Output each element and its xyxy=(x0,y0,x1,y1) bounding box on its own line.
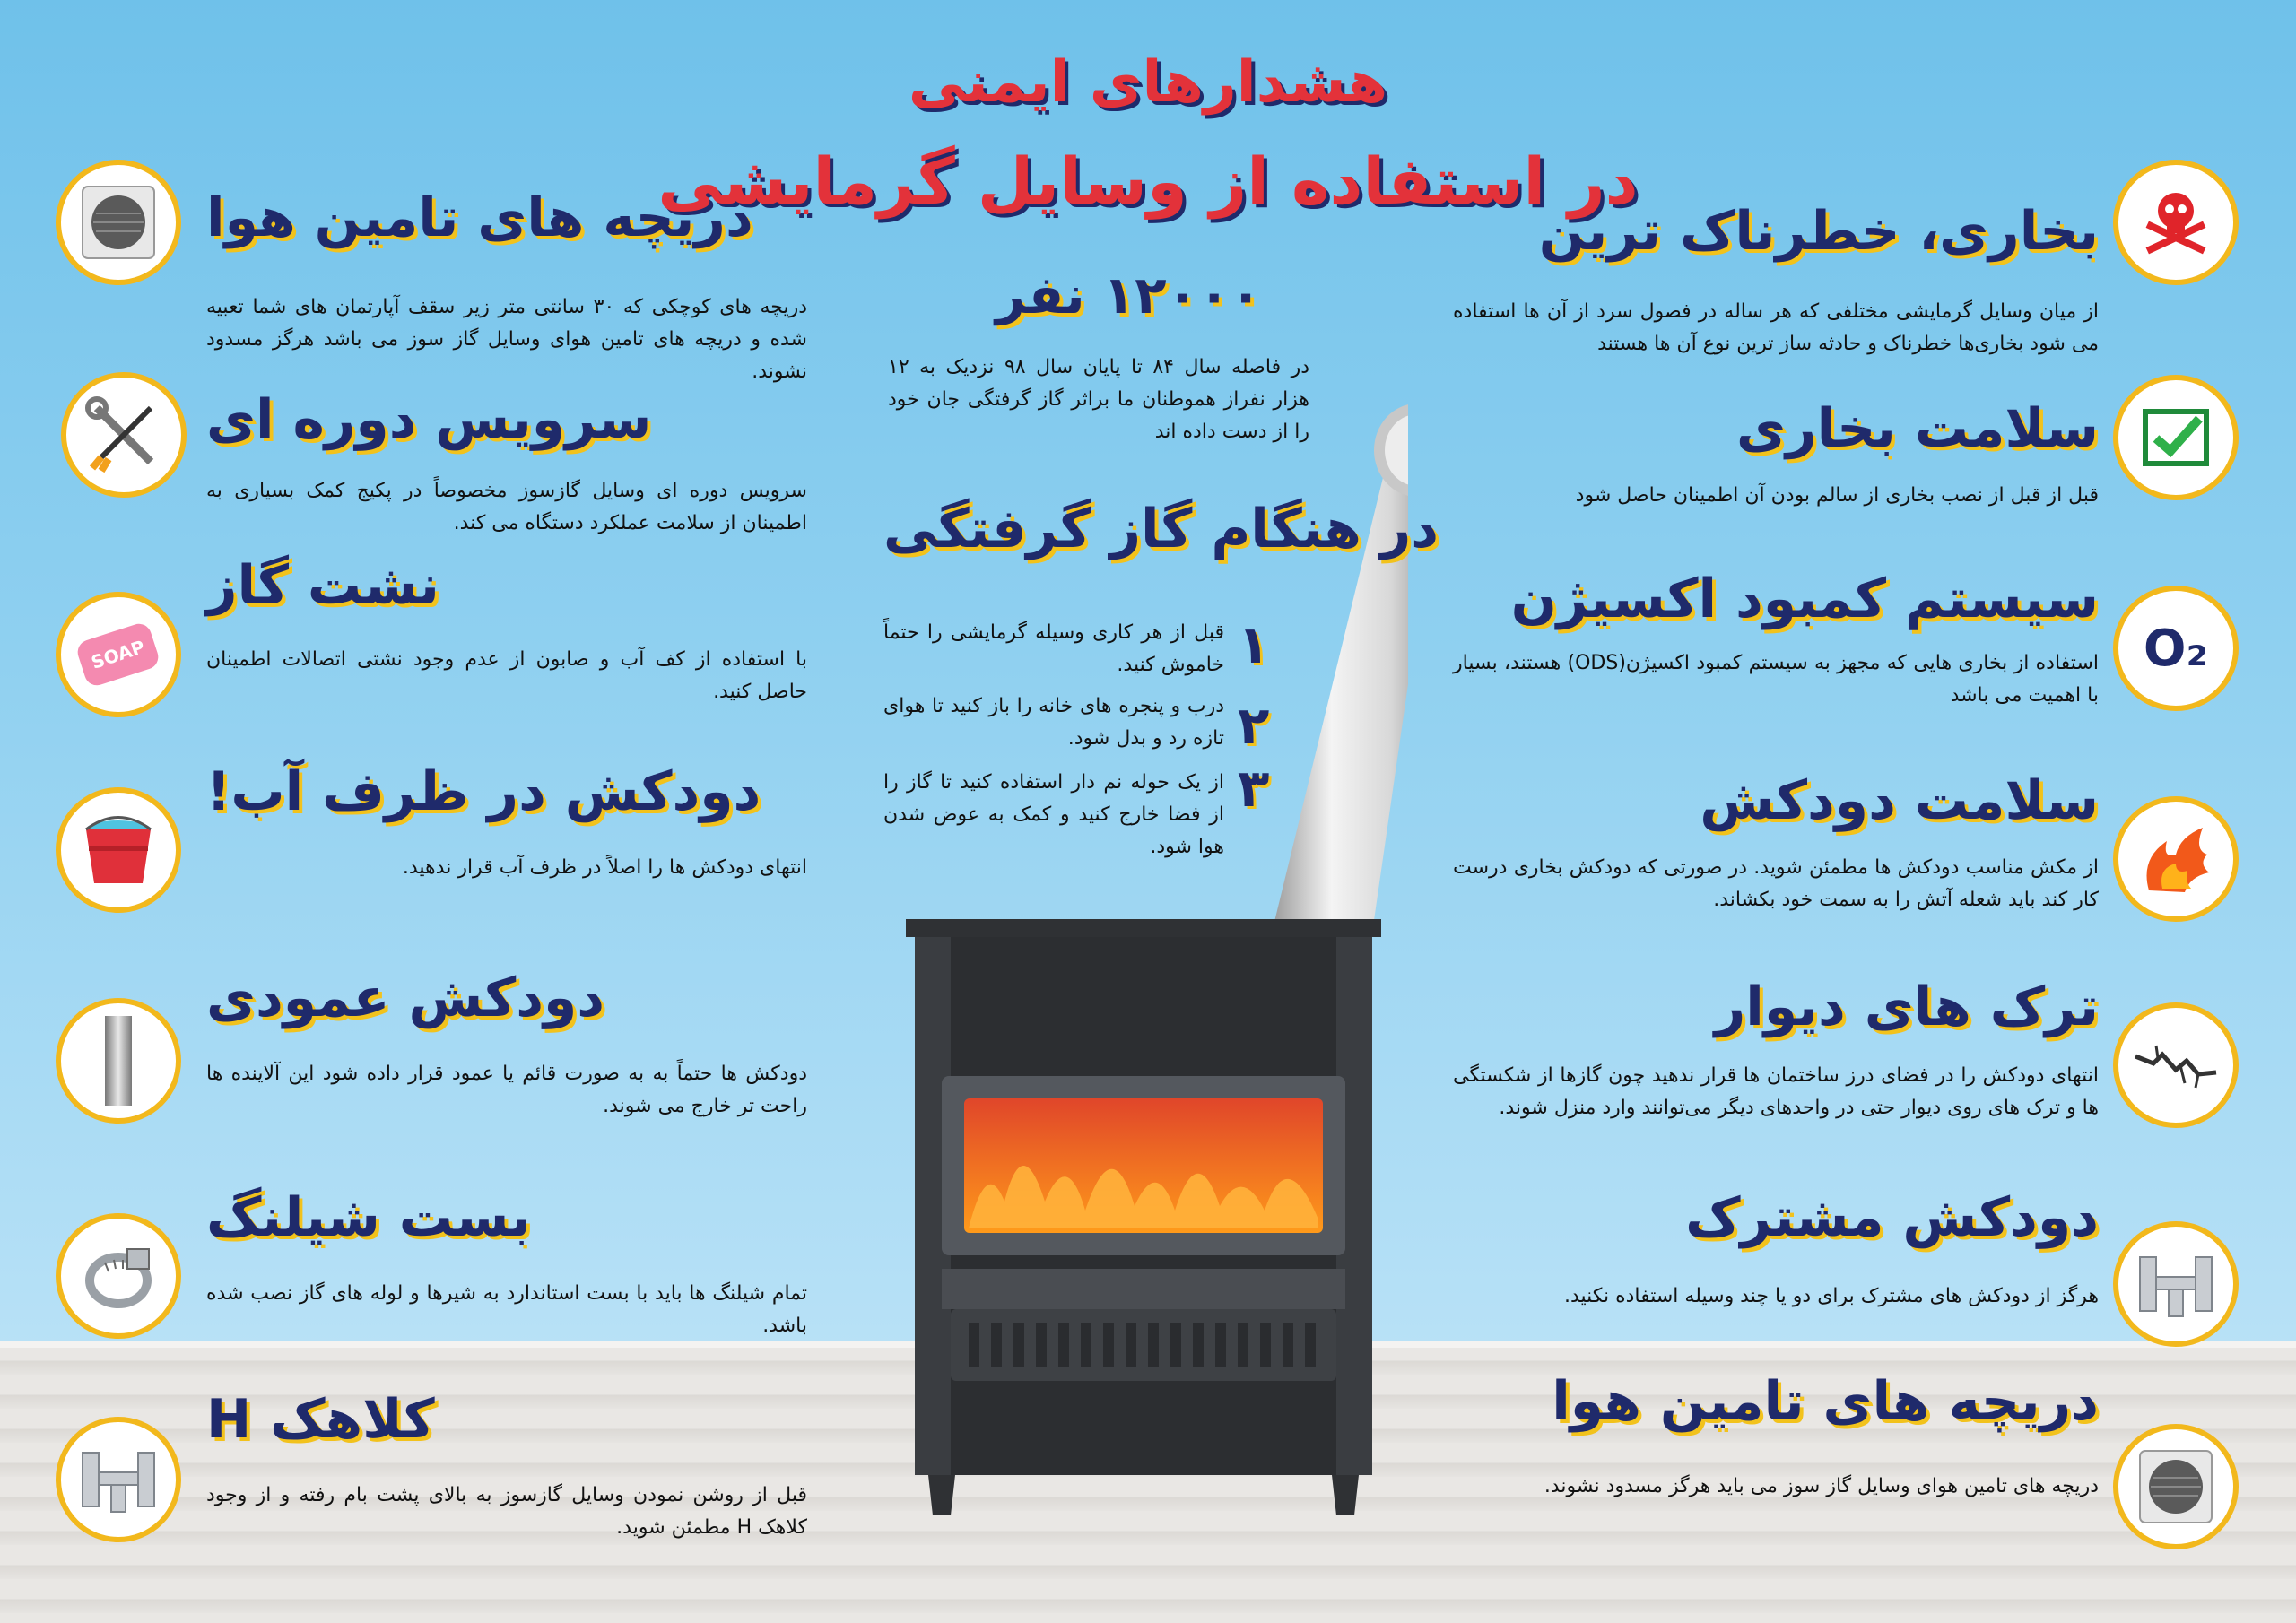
item-text: دریچه های تامین هوای وسایل گاز سوز می باید هرگز مسدود نشوند. xyxy=(1544,1475,2099,1497)
item-text: انتهای دودکش را در فضای درز ساختمان ها قرار ندهید چون گازها از شکستگی ها و ترک های روی دیوار حتی در واحدهای دیگر می‌توانند وارد منزل شوند. xyxy=(1453,1064,2099,1119)
vent-icon xyxy=(56,160,181,285)
gas-poisoning-heading: در هنگام گاز گرفتگی xyxy=(883,498,1439,560)
main-subtitle: در استفاده از وسایل گرمایشی xyxy=(657,143,1639,219)
step-number: ۳ xyxy=(1238,758,1270,819)
hose-clamp-icon xyxy=(56,1213,181,1339)
item-text: قبل از قبل از نصب بخاری از سالم بودن آن اطمینان حاصل شود xyxy=(1575,484,2099,507)
item-text: انتهای دودکش ها را اصلاً در ظرف آب قرار ندهید. xyxy=(402,856,807,879)
h-cap-icon xyxy=(56,1417,181,1542)
o2-label: O₂ xyxy=(2143,619,2209,678)
step-number: ۲ xyxy=(1238,695,1270,756)
item-title: دودکش در ظرف آب! xyxy=(206,760,761,823)
item-title: سلامت بخاری xyxy=(1736,397,2099,460)
item-text: هرگز از دودکش های مشترک برای دو یا چند وسیله استفاده نکنید. xyxy=(1564,1285,2099,1307)
fatality-stat: ۱۲۰۰۰ نفر xyxy=(996,265,1262,325)
step-text: از یک حوله نم دار استفاده کنید تا گاز را از فضا خارج کنید و کمک به عوض شدن هوا شود. xyxy=(883,771,1224,858)
item-title: دودکش مشترک xyxy=(1685,1186,2099,1249)
item-text: دودکش ها حتماً به به صورت قائم یا عمود قرار داده شود این آلاینده ها راحت تر خارج می شوند. xyxy=(206,1063,807,1117)
item-text: با استفاده از کف آب و صابون از عدم وجود نشتی اتصالات اطمینان حاصل کنید. xyxy=(206,648,807,703)
pipe-icon xyxy=(56,998,181,1124)
soap-bar: SOAP xyxy=(75,621,162,689)
main-title: هشدارهای ایمنی xyxy=(908,49,1388,116)
wall-crack-icon xyxy=(2113,1002,2239,1128)
item-text: تمام شیلنگ ها باید با بست استاندارد به شیرها و لوله های گاز نصب شده باشد. xyxy=(206,1282,807,1337)
item-title: ترک های دیوار xyxy=(1714,976,2099,1038)
item-text: دریچه های کوچکی که ۳۰ سانتی متر زیر سقف آپارتمان های شما تعبیه شده و دریچه های تامین هوای وسایل گاز سوز می باشد هرگز مسدود نشوند. xyxy=(206,296,808,383)
item-title: سیستم کمبود اکسیژن xyxy=(1510,568,2099,630)
flame-icon xyxy=(2113,796,2239,922)
heater-illustration xyxy=(888,395,1408,1524)
skull-icon xyxy=(2113,160,2239,285)
tools-icon xyxy=(61,372,187,498)
step-number: ۱ xyxy=(1238,614,1270,675)
soap-icon xyxy=(56,592,181,717)
check-icon xyxy=(2113,375,2239,500)
o2-icon xyxy=(2113,586,2239,711)
item-title: سلامت دودکش xyxy=(1700,769,2099,832)
item-title: دریچه های تامین هوا xyxy=(1552,1370,2099,1433)
item-title: سرویس دوره ای xyxy=(206,388,652,451)
item-text: از میان وسایل گرمایشی مختلفی که هر ساله در فصول سرد از آن ها استفاده می شود بخاری‌ها خطرناک و حادثه ساز ترین نوع آن ها هستند xyxy=(1453,300,2099,355)
item-text: از مکش مناسب دودکش ها مطمئن شوید. در صورتی که دودکش بخاری درست کار کند باید شعله آتش را به سمت خود بکشاند. xyxy=(1453,856,2099,911)
bucket-icon xyxy=(56,787,181,913)
item-title: دودکش عمودی xyxy=(206,967,605,1029)
vent-icon xyxy=(2113,1424,2239,1549)
item-title: بخاری، خطرناک ترین xyxy=(1538,200,2099,263)
step-text: قبل از هر کاری وسیله گرمایشی را حتماً خاموش کنید. xyxy=(883,621,1224,676)
item-text: قبل از روشن نمودن وسایل گازسوز به بالای پشت بام رفته و از وجود کلاهک H مطمئن شوید. xyxy=(206,1484,807,1539)
h-cap-icon xyxy=(2113,1221,2239,1347)
item-title: نشت گاز xyxy=(206,554,439,617)
fatality-text: در فاصله سال ۸۴ تا پایان سال ۹۸ نزدیک به ۱۲ هزار نفراز هموطنان ما براثر گاز گرفتگی جان خود را از دست داده اند xyxy=(888,356,1310,443)
item-title: بست شیلنگ xyxy=(206,1186,531,1249)
item-text: استفاده از بخاری هایی که مجهز به سیستم کمبود اکسیژن(ODS) هستند، بسیار با اهمیت می باشد xyxy=(1453,652,2099,707)
item-title: دریچه های تامین هوا xyxy=(206,187,753,249)
item-title: کلاهک H xyxy=(206,1388,435,1451)
item-text: سرویس دوره ای وسایل گازسوز مخصوصاً در پکیج کمک بسیاری به اطمینان از سلامت عملکرد دستگاه می کند. xyxy=(206,480,807,534)
step-text: درب و پنجره های خانه را باز کنید تا هوای تازه رد و بدل شود. xyxy=(883,695,1224,750)
